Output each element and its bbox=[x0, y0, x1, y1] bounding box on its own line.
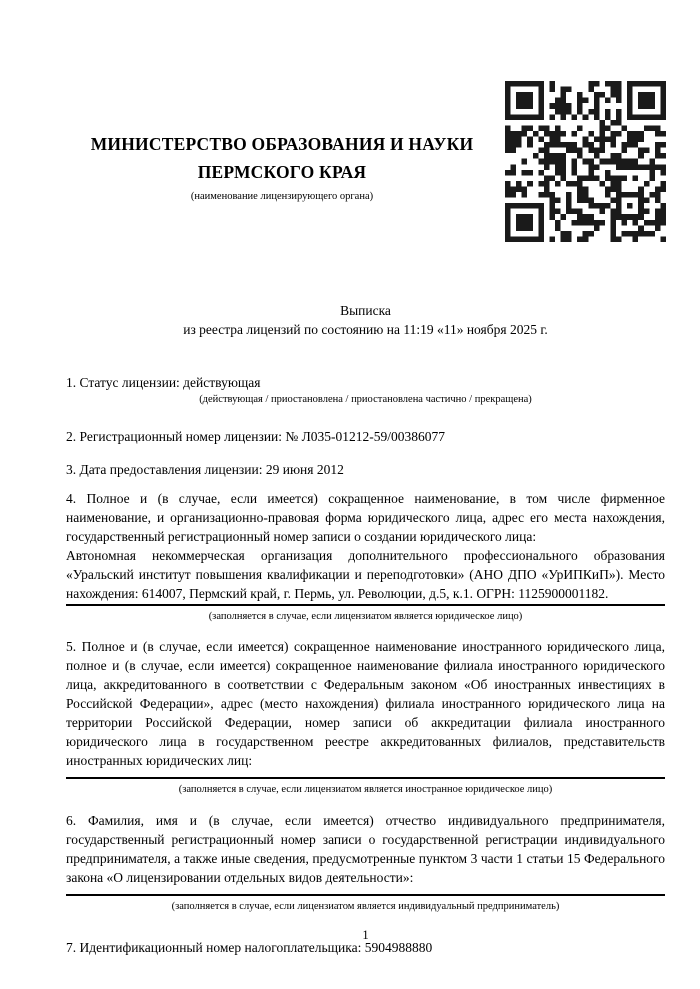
document-content bbox=[66, 0, 665, 957]
foreign-entity-question: 5. Полное и (в случае, если имеется) сокращенное наименование иностранного юридического лица, полное и (в случае, если имеется) сокращенное наименование филиала иностранного юридического лица, аккредитованного в соответствии с Федеральным законом «Об иностранных инвестициях в Российской Федерации», адрес (место нахождения) филиала иностранного юридического лица на территории Российской Федерации, номер записи об аккредитации филиала иностранного юридического лица в государственном реестре аккредитованных филиалов, представительств иностранных юридических лиц: bbox=[66, 639, 665, 768]
document-title bbox=[66, 301, 665, 339]
foreign-entity-hint: (заполняется в случае, если лицензиатом является иностранное юридическое лицо) bbox=[178, 784, 553, 795]
entrepreneur-question: 6. Фамилия, имя и (в случае, если имеется) отчество индивидуального предпринимателя, государственный регистрационный номер записи о государственной регистрации индивидуального предпринимателя, а также иные сведения, предусмотренные пунктом 3 части 1 статьи 15 Федерального закона «О лицензировании отдельных видов деятельности»: bbox=[66, 813, 665, 885]
item-license-date bbox=[66, 460, 665, 479]
authority-line2: ПЕРМСКОГО КРАЯ bbox=[197, 162, 367, 182]
item-license-status bbox=[66, 373, 665, 407]
page-number: 1 bbox=[362, 928, 369, 942]
license-date-text: 3. Дата предоставления лицензии: 29 июня 2012 bbox=[66, 462, 344, 477]
legal-entity-question: 4. Полное и (в случае, если имеется) сокращенное наименование, в том числе фирменное наименование, и организационно-правовая форма юридического лица, адрес его места нахождения, государственный регистрационный номер записи о создании юридического лица: bbox=[66, 491, 665, 544]
document-header bbox=[66, 130, 498, 204]
foreign-entity-answer-field bbox=[66, 770, 665, 779]
item-legal-entity bbox=[66, 489, 665, 624]
item-registration-number bbox=[66, 427, 665, 446]
title-line1: Выписка bbox=[340, 303, 391, 318]
legal-entity-hint: (заполняется в случае, если лицензиатом является юридическое лицо) bbox=[208, 611, 523, 622]
issuing-authority-name bbox=[66, 130, 498, 186]
authority-hint: (наименование лицензирующего органа) bbox=[190, 191, 374, 202]
legal-entity-answer: Автономная некоммерческая организация дополнительного профессионального образования «Уральский институт повышения квалификации и переподготовки» (АНО ДПО «УрИПКиП»). Место нахождения: 614007, Пермский край, г. Пермь, ул. Революции, д.5, к.1. ОГРН: 1125900001182. bbox=[66, 548, 665, 601]
registration-number-text: 2. Регистрационный номер лицензии: № Л035-01212-59/00386077 bbox=[66, 429, 446, 444]
legal-entity-answer-field bbox=[66, 546, 665, 606]
item-foreign-entity bbox=[66, 637, 665, 797]
item-individual-entrepreneur bbox=[66, 811, 665, 914]
entrepreneur-answer-field bbox=[66, 887, 665, 896]
license-status-hint: (действующая / приостановлена / приостановлена частично / прекращена) bbox=[199, 394, 532, 405]
taxpayer-number-text: 7. Идентификационный номер налогоплательщика: 5904988880 bbox=[66, 940, 433, 955]
authority-line1: МИНИСТЕРСТВО ОБРАЗОВАНИЯ И НАУКИ bbox=[90, 134, 474, 154]
title-line2: из реестра лицензий по состоянию на 11:19 «11» ноября 2025 г. bbox=[183, 322, 548, 337]
entrepreneur-hint: (заполняется в случае, если лицензиатом является индивидуальный предприниматель) bbox=[171, 901, 560, 912]
license-status-text: 1. Статус лицензии: действующая bbox=[66, 375, 261, 390]
